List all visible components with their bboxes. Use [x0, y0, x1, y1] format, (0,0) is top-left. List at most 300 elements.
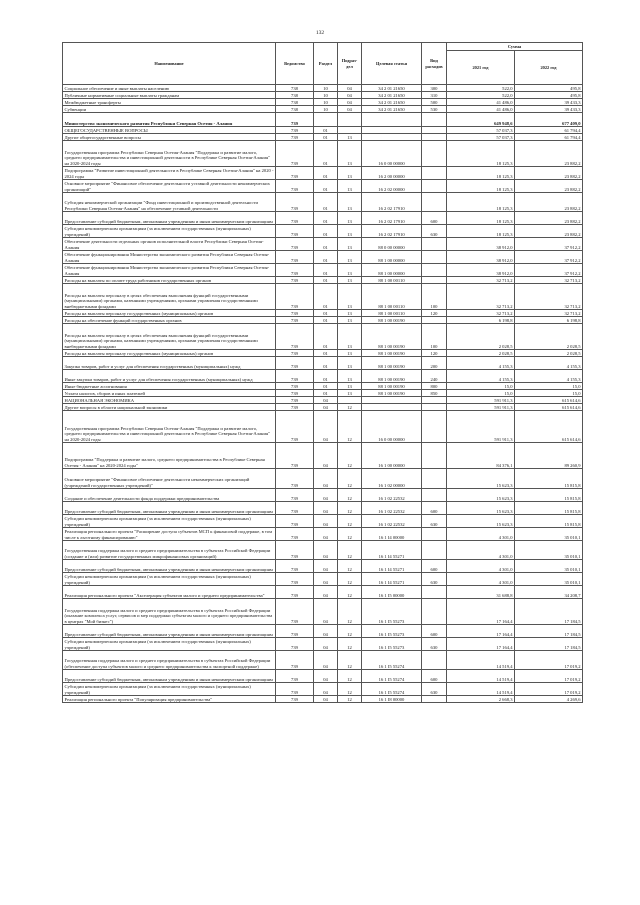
cell-expense-type: [422, 193, 447, 212]
cell-2021: 15,0: [447, 390, 515, 397]
cell-section: 04: [314, 599, 338, 625]
table-row: [63, 106, 583, 113]
table-row: [63, 251, 583, 264]
cell-2022: 4 155,3: [515, 357, 583, 370]
cell-expense-type: [422, 397, 447, 404]
cell-2022: 4 155,3: [515, 370, 583, 383]
cell-2021: 591 911,3: [447, 404, 515, 411]
table-row: [63, 489, 583, 502]
table-row: [63, 141, 583, 167]
cell-2022: 32 713,2: [515, 284, 583, 310]
cell-expense-type: 310: [422, 92, 447, 99]
table-row: [63, 167, 583, 180]
cell-subsection: 13: [338, 180, 362, 193]
cell-2021: 31 688,8: [447, 586, 515, 599]
cell-2021: 4 301,0: [447, 528, 515, 541]
cell-2021: 522,0: [447, 92, 515, 99]
cell-2021: 649 948,6: [447, 113, 515, 127]
table-row: [63, 127, 583, 134]
cell-2022: 17 184,5: [515, 599, 583, 625]
cell-section: 01: [314, 324, 338, 350]
cell-2021: 15 623,3: [447, 469, 515, 489]
cell-expense-type: 850: [422, 390, 447, 397]
cell-expense-type: 600: [422, 560, 447, 573]
table-row: [63, 85, 583, 92]
cell-expense-type: 120: [422, 350, 447, 357]
cell-2022: 61 794,4: [515, 127, 583, 134]
cell-expense-type: [422, 167, 447, 180]
cell-section: 04: [314, 528, 338, 541]
cell-expense-type: 600: [422, 212, 447, 225]
table-row: [63, 502, 583, 515]
table-row: [63, 284, 583, 310]
cell-2021: 17 164,4: [447, 625, 515, 638]
cell-2022: 23 882,2: [515, 180, 583, 193]
cell-section: 04: [314, 404, 338, 411]
cell-2022: 615 614,6: [515, 411, 583, 443]
cell-agency: 739: [276, 573, 314, 586]
cell-section: 04: [314, 573, 338, 586]
cell-2022: 17 019,2: [515, 683, 583, 696]
cell-2022: 615 614,6: [515, 397, 583, 404]
cell-subsection: 12: [338, 443, 362, 469]
cell-agency: 739: [276, 370, 314, 383]
cell-target: 34 2 01 21650: [362, 85, 422, 92]
cell-2022: 17 184,5: [515, 638, 583, 651]
cell-section: 04: [314, 541, 338, 560]
table-row: [63, 404, 583, 411]
table-row: [63, 515, 583, 528]
cell-agency: 739: [276, 411, 314, 443]
cell-agency: 739: [276, 625, 314, 638]
cell-agency: 739: [276, 324, 314, 350]
cell-subsection: 12: [338, 469, 362, 489]
cell-section: 01: [314, 238, 338, 251]
cell-2021: 41 486,0: [447, 106, 515, 113]
cell-section: 10: [314, 106, 338, 113]
cell-name: Другие вопросы в области национальной экономики: [63, 404, 276, 411]
table-row: [63, 310, 583, 317]
cell-subsection: 12: [338, 586, 362, 599]
cell-name: Предоставление субсидий бюджетным, автономным учреждениям и иным некоммерческим организациям: [63, 560, 276, 573]
cell-section: 01: [314, 251, 338, 264]
cell-2022: 15,0: [515, 383, 583, 390]
cell-2021: 18 125,3: [447, 193, 515, 212]
cell-agency: 739: [276, 264, 314, 277]
cell-target: 16 1 I4 00000: [362, 528, 422, 541]
cell-name: Реализация регионального проекта "Расширение доступа субъектов МСП к финансовой поддержке, в том числе к льготному финансированию": [63, 528, 276, 541]
cell-section: 01: [314, 141, 338, 167]
cell-subsection: 13: [338, 251, 362, 264]
cell-section: 01: [314, 357, 338, 370]
cell-name: Межбюджетные трансферты: [63, 99, 276, 106]
table-row: [63, 113, 583, 127]
cell-section: 01: [314, 370, 338, 383]
cell-agency: 739: [276, 502, 314, 515]
cell-section: 04: [314, 560, 338, 573]
cell-subsection: 12: [338, 683, 362, 696]
cell-name: Предоставление субсидий бюджетным, автономным учреждениям и иным некоммерческим организациям: [63, 670, 276, 683]
cell-agency: 739: [276, 225, 314, 238]
cell-target: 16 1 I4 55271: [362, 573, 422, 586]
cell-target: 34 2 01 21650: [362, 92, 422, 99]
cell-2022: 15 815,8: [515, 469, 583, 489]
cell-subsection: 04: [338, 92, 362, 99]
cell-name: НАЦИОНАЛЬНАЯ ЭКОНОМИКА: [63, 397, 276, 404]
cell-agency: 739: [276, 284, 314, 310]
table-row: [63, 357, 583, 370]
table-row: [63, 212, 583, 225]
cell-agency: 739: [276, 167, 314, 180]
cell-section: [314, 113, 338, 127]
cell-subsection: 13: [338, 167, 362, 180]
cell-section: 04: [314, 586, 338, 599]
table-row: [63, 370, 583, 383]
table-row: [63, 317, 583, 324]
cell-subsection: 12: [338, 541, 362, 560]
cell-2022: 4 269,6: [515, 696, 583, 703]
cell-expense-type: 600: [422, 625, 447, 638]
cell-agency: 739: [276, 390, 314, 397]
header-year-2021: 2021 год: [447, 51, 515, 85]
cell-2022: 615 614,6: [515, 404, 583, 411]
cell-agency: 739: [276, 528, 314, 541]
table-row: [63, 528, 583, 541]
cell-name: Обеспечение функционирования Министерства экономического развития Республики Северная Осетия-Алания: [63, 264, 276, 277]
cell-section: 01: [314, 310, 338, 317]
cell-2022: 2 028,5: [515, 350, 583, 357]
cell-target: 16 1 I5 55274: [362, 683, 422, 696]
cell-target: [362, 127, 422, 134]
cell-agency: 739: [276, 515, 314, 528]
cell-target: 16 1 I5 55273: [362, 638, 422, 651]
cell-2022: 35 010,1: [515, 560, 583, 573]
table-row: [63, 238, 583, 251]
cell-target: 88 1 00 00190: [362, 350, 422, 357]
cell-2021: 18 125,3: [447, 225, 515, 238]
cell-target: 16 1 02 00000: [362, 469, 422, 489]
cell-target: 16 1 02 22532: [362, 515, 422, 528]
cell-2021: 18 125,3: [447, 212, 515, 225]
cell-agency: 739: [276, 277, 314, 284]
budget-table: [62, 42, 583, 703]
cell-target: [362, 397, 422, 404]
cell-name: Расходы на обеспечение функций государственных органов: [63, 317, 276, 324]
page-number: 132: [315, 30, 325, 36]
cell-name: Государственная поддержка малого и среднего предпринимательства в субъектах Российской Федерации (создание и (или) развитие государственных микрофинансовых организаций): [63, 541, 276, 560]
cell-2021: 15 623,3: [447, 489, 515, 502]
table-body: [63, 85, 583, 703]
cell-target: 16 1 I5 55273: [362, 625, 422, 638]
cell-2021: 38 912,0: [447, 264, 515, 277]
cell-target: [362, 134, 422, 141]
cell-expense-type: 800: [422, 383, 447, 390]
cell-agency: 739: [276, 560, 314, 573]
cell-agency: 739: [276, 670, 314, 683]
header-expense-type: Вид расходов: [422, 43, 447, 85]
header-name: Наименование: [63, 43, 276, 85]
cell-subsection: 12: [338, 528, 362, 541]
cell-2022: 61 794,4: [515, 134, 583, 141]
cell-expense-type: [422, 277, 447, 284]
cell-subsection: 13: [338, 310, 362, 317]
cell-target: 88 1 00 00190: [362, 357, 422, 370]
cell-name: Другие общегосударственные вопросы: [63, 134, 276, 141]
cell-section: 04: [314, 397, 338, 404]
cell-2022: 32 713,2: [515, 277, 583, 284]
cell-name: Обеспечение функционирования Министерства экономического развития Республики Северная Осетия-Алания: [63, 251, 276, 264]
cell-target: 16 2 02 17910: [362, 225, 422, 238]
cell-2021: 2 028,5: [447, 324, 515, 350]
cell-subsection: 13: [338, 383, 362, 390]
cell-2021: 57 037,3: [447, 127, 515, 134]
header-sum: Сумма: [447, 43, 583, 51]
cell-2021: 591 911,3: [447, 411, 515, 443]
cell-expense-type: [422, 599, 447, 625]
cell-expense-type: 120: [422, 310, 447, 317]
table-row: [63, 443, 583, 469]
cell-subsection: 12: [338, 651, 362, 670]
cell-section: 01: [314, 317, 338, 324]
cell-2021: 41 486,0: [447, 99, 515, 106]
cell-subsection: 13: [338, 225, 362, 238]
table-row: [63, 180, 583, 193]
cell-expense-type: [422, 586, 447, 599]
cell-name: Подпрограмма "Поддержка и развитие малого, среднего предпринимательства в Республике Северная Осетия - Алания" на 2020-2024 годы": [63, 443, 276, 469]
cell-subsection: 12: [338, 411, 362, 443]
cell-2022: 39 433,3: [515, 99, 583, 106]
cell-2021: 18 125,3: [447, 141, 515, 167]
table-row: [63, 625, 583, 638]
cell-name: Основное мероприятие "Финансовое обеспечение деятельности уставной деятельности некоммерческих организаций": [63, 180, 276, 193]
cell-2021: 591 911,3: [447, 397, 515, 404]
cell-2021: 15 623,3: [447, 515, 515, 528]
cell-2022: 17 184,5: [515, 625, 583, 638]
cell-expense-type: 630: [422, 225, 447, 238]
cell-target: 16 1 I5 55274: [362, 651, 422, 670]
cell-2021: 15,0: [447, 383, 515, 390]
cell-subsection: 13: [338, 212, 362, 225]
cell-target: 16 1 I8 00000: [362, 696, 422, 703]
header-year-2022: 2022 год: [515, 51, 583, 85]
cell-expense-type: [422, 141, 447, 167]
cell-target: 16 0 00 00000: [362, 141, 422, 167]
cell-section: 10: [314, 99, 338, 106]
cell-2021: 2 028,5: [447, 350, 515, 357]
cell-2022: 89 260,9: [515, 443, 583, 469]
cell-2021: 14 519,4: [447, 651, 515, 670]
cell-agency: 739: [276, 541, 314, 560]
cell-agency: 739: [276, 357, 314, 370]
cell-target: 88 1 00 00190: [362, 390, 422, 397]
cell-2022: 17 019,2: [515, 670, 583, 683]
cell-expense-type: [422, 113, 447, 127]
cell-target: 16 2 02 00000: [362, 180, 422, 193]
cell-section: 01: [314, 264, 338, 277]
cell-2021: 2 668,3: [447, 696, 515, 703]
cell-2022: 23 882,2: [515, 212, 583, 225]
cell-expense-type: [422, 317, 447, 324]
table-row: [63, 390, 583, 397]
cell-2021: 4 301,0: [447, 560, 515, 573]
cell-2021: 6 198,8: [447, 317, 515, 324]
table-row: [63, 99, 583, 106]
cell-name: Реализация регионального проекта "Акселерация субъектов малого и среднего предпринимательства": [63, 586, 276, 599]
table-row: [63, 469, 583, 489]
cell-expense-type: 500: [422, 99, 447, 106]
cell-target: 88 1 00 00110: [362, 284, 422, 310]
cell-section: 04: [314, 515, 338, 528]
header-target: Целевая статья: [362, 43, 422, 85]
cell-name: Социальное обеспечение и иные выплаты населению: [63, 85, 276, 92]
cell-section: 10: [314, 92, 338, 99]
table-row: [63, 683, 583, 696]
cell-expense-type: 630: [422, 683, 447, 696]
cell-subsection: 04: [338, 85, 362, 92]
cell-name: Государственная программа Республики Северная Осетия-Алания "Поддержка и развитие малого, среднего предпринимательства и инвестиционной деятельности в Республике Северная Осетия-Алания" на 2020-2024 годы: [63, 141, 276, 167]
cell-section: 04: [314, 696, 338, 703]
cell-subsection: 12: [338, 599, 362, 625]
cell-agency: 739: [276, 586, 314, 599]
table-row: [63, 573, 583, 586]
cell-expense-type: [422, 264, 447, 277]
cell-2021: 14 519,4: [447, 670, 515, 683]
cell-subsection: 13: [338, 277, 362, 284]
cell-subsection: 13: [338, 193, 362, 212]
cell-expense-type: 200: [422, 357, 447, 370]
cell-expense-type: 530: [422, 106, 447, 113]
cell-subsection: 13: [338, 238, 362, 251]
cell-expense-type: [422, 251, 447, 264]
cell-2021: 4 301,0: [447, 541, 515, 560]
cell-name: Подпрограмма "Развитие инвестиционной деятельности в Республике Северная Осетия-Алания" на 2020 - 2024 годы: [63, 167, 276, 180]
cell-2022: 39 433,3: [515, 106, 583, 113]
cell-section: 04: [314, 625, 338, 638]
cell-section: 01: [314, 180, 338, 193]
cell-target: 88 1 00 00190: [362, 370, 422, 383]
cell-2022: 495,8: [515, 92, 583, 99]
cell-agency: 739: [276, 383, 314, 390]
cell-target: 16 1 I5 00000: [362, 586, 422, 599]
cell-agency: 739: [276, 599, 314, 625]
cell-section: 04: [314, 502, 338, 515]
cell-section: 01: [314, 127, 338, 134]
cell-name: Государственная программа Республики Северная Осетия-Алания "Поддержка и развитие малого, среднего предпринимательства и инвестиционной деятельности в Республике Северная Осетия-Алания" на 2020-2024 годы: [63, 411, 276, 443]
table-row: [63, 383, 583, 390]
table-row: [63, 92, 583, 99]
cell-name: Государственная поддержка малого и среднего предпринимательства в субъектах Российской Федерации (обеспечение доступа субъектов малого и среднего предпринимательства к экспортной поддержке): [63, 651, 276, 670]
cell-name: Публичные нормативные социальные выплаты гражданам: [63, 92, 276, 99]
cell-section: 01: [314, 390, 338, 397]
cell-target: 88 0 00 00000: [362, 238, 422, 251]
cell-agency: 739: [276, 127, 314, 134]
header-agency: Ведомство: [276, 43, 314, 85]
cell-section: 04: [314, 670, 338, 683]
cell-section: 01: [314, 277, 338, 284]
table-row: [63, 651, 583, 670]
cell-expense-type: [422, 528, 447, 541]
cell-section: 04: [314, 651, 338, 670]
cell-2021: 522,0: [447, 85, 515, 92]
cell-target: 88 1 00 00110: [362, 277, 422, 284]
cell-name: Расходы на выплаты персоналу в целях обеспечения выполнения функций государственными (муниципальными) органами, казенными учреждениями, органами управления государственными внебюджетными фондами: [63, 324, 276, 350]
cell-name: Субсидии некоммерческим организациям (за исключением государственных (муниципальных) учреждений): [63, 683, 276, 696]
cell-name: Предоставление субсидий бюджетным, автономным учреждениям и иным некоммерческим организациям: [63, 625, 276, 638]
cell-2022: 37 912,2: [515, 251, 583, 264]
cell-2021: 38 912,0: [447, 238, 515, 251]
cell-name: Субвенции: [63, 106, 276, 113]
cell-target: 88 1 00 00000: [362, 251, 422, 264]
cell-expense-type: [422, 127, 447, 134]
cell-2022: 495,8: [515, 85, 583, 92]
cell-subsection: 13: [338, 370, 362, 383]
table-row: [63, 599, 583, 625]
cell-name: Расходы на выплаты по оплате труда работников государственных органов: [63, 277, 276, 284]
cell-target: 16 1 I5 55274: [362, 670, 422, 683]
cell-name: Предоставление субсидий бюджетным, автономным учреждениям и иным некоммерческим организациям: [63, 212, 276, 225]
cell-expense-type: 600: [422, 502, 447, 515]
cell-name: Обеспечение деятельности отдельных органов исполнительной власти Республики Северная Осетия-Алания: [63, 238, 276, 251]
cell-target: 16 1 02 22532: [362, 489, 422, 502]
cell-subsection: 12: [338, 515, 362, 528]
cell-expense-type: [422, 651, 447, 670]
cell-agency: 739: [276, 134, 314, 141]
cell-2022: 32 713,2: [515, 310, 583, 317]
cell-2021: 38 912,0: [447, 251, 515, 264]
cell-expense-type: [422, 180, 447, 193]
cell-agency: 739: [276, 638, 314, 651]
cell-subsection: 12: [338, 696, 362, 703]
cell-2022: 34 208,7: [515, 586, 583, 599]
cell-name: Субсидии некоммерческим организациям (за исключением государственных (муниципальных) учреждений): [63, 515, 276, 528]
cell-section: 01: [314, 212, 338, 225]
cell-subsection: 12: [338, 560, 362, 573]
cell-expense-type: 240: [422, 370, 447, 383]
cell-subsection: 12: [338, 502, 362, 515]
header-subsection: Подраз-дел: [338, 43, 362, 85]
cell-agency: 739: [276, 696, 314, 703]
cell-subsection: 13: [338, 284, 362, 310]
cell-name: Иные закупки товаров, работ и услуг для обеспечения государственных (муниципальных) нужд: [63, 370, 276, 383]
cell-2021: 32 713,2: [447, 310, 515, 317]
cell-agency: 739: [276, 180, 314, 193]
cell-expense-type: 630: [422, 638, 447, 651]
table-header: [63, 43, 583, 85]
cell-2022: 15 815,8: [515, 515, 583, 528]
cell-name: Закупка товаров, работ и услуг для обеспечения государственных (муниципальных) нужд: [63, 357, 276, 370]
cell-name: Субсидии некоммерческим организациям (за исключением государственных (муниципальных) учреждений): [63, 573, 276, 586]
cell-2021: 32 713,2: [447, 277, 515, 284]
cell-target: 16 2 00 00000: [362, 167, 422, 180]
cell-2021: 17 164,4: [447, 638, 515, 651]
cell-subsection: 13: [338, 324, 362, 350]
cell-expense-type: [422, 238, 447, 251]
cell-agency: 739: [276, 212, 314, 225]
cell-expense-type: [422, 404, 447, 411]
cell-2021: 18 125,3: [447, 167, 515, 180]
cell-expense-type: 100: [422, 284, 447, 310]
cell-subsection: [338, 113, 362, 127]
cell-2022: 23 882,2: [515, 141, 583, 167]
cell-name: Субсидии некоммерческим организациям (за исключением государственных (муниципальных) учреждений): [63, 225, 276, 238]
cell-agency: 739: [276, 251, 314, 264]
cell-2022: 23 882,2: [515, 225, 583, 238]
cell-target: 88 1 00 00190: [362, 383, 422, 390]
cell-target: [362, 404, 422, 411]
cell-subsection: 13: [338, 357, 362, 370]
table-row: [63, 193, 583, 212]
cell-agency: 738: [276, 99, 314, 106]
